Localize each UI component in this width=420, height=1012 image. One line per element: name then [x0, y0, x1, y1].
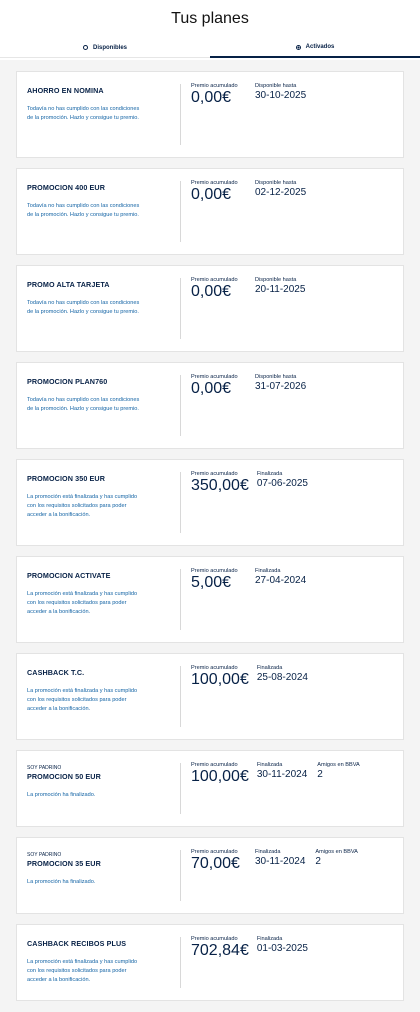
plan-name: CASHBACK RECIBOS PLUS — [27, 939, 127, 948]
plan-info — [17, 460, 180, 545]
date-column — [257, 762, 307, 826]
amount-value: 100,00€ — [191, 671, 249, 688]
amount-label: Premio acumulado — [191, 665, 238, 671]
plan-card[interactable] — [16, 71, 404, 158]
amount-value: 70,00€ — [191, 855, 240, 872]
page-title: Tus planes — [171, 10, 249, 27]
plan-description: Todavía no has cumplido con las condiciones de la promoción. Hazlo y consigue tu premio. — [27, 203, 140, 218]
amount-label: Premio acumulado — [191, 374, 238, 380]
date-label: Finalizada — [256, 471, 283, 477]
date-column — [255, 180, 306, 254]
date-label: Finalizada — [256, 762, 283, 768]
friends-value: 2 — [315, 856, 321, 867]
radio-empty-icon — [83, 45, 88, 50]
plan-description: La promoción está finalizada y has cumplido con los requisitos solicitados para poder acceder a la bonificación. — [27, 688, 138, 712]
plans-list — [0, 60, 420, 1001]
plan-description: Todavía no has cumplido con las condiciones de la promoción. Hazlo y consigue tu premio. — [27, 397, 140, 412]
date-value: 25-08-2024 — [256, 672, 308, 683]
header — [0, 0, 420, 60]
plan-info — [17, 363, 180, 448]
plan-info — [17, 557, 180, 642]
date-label: Finalizada — [256, 665, 283, 671]
plan-name: PROMOCION 50 EUR — [27, 772, 101, 781]
tab-disponibles[interactable] — [0, 38, 210, 58]
tab-label: Disponibles — [92, 44, 127, 51]
plan-description: La promoción está finalizada y has cumplido con los requisitos solicitados para poder acceder a la bonificación. — [27, 959, 138, 983]
tab-bar — [0, 38, 420, 58]
amount-label: Premio acumulado — [191, 568, 238, 574]
plan-superscript: SOY PADRINO — [27, 852, 62, 858]
friends-label: Amigos en BBVA — [315, 849, 358, 855]
tab-activados[interactable] — [210, 38, 420, 58]
date-label: Disponible hasta — [255, 277, 297, 283]
plan-card[interactable] — [16, 459, 404, 546]
plan-description: La promoción ha finalizado. — [27, 879, 96, 885]
amount-column — [191, 83, 247, 157]
date-label: Finalizada — [255, 568, 281, 574]
amount-value: 0,00€ — [191, 186, 232, 203]
date-value: 30-11-2024 — [255, 856, 306, 867]
plan-values — [181, 557, 403, 642]
plan-name: PROMOCION PLAN760 — [27, 377, 108, 386]
amount-column — [191, 665, 249, 739]
plan-values — [181, 838, 403, 913]
date-column — [255, 83, 306, 157]
amount-value: 0,00€ — [191, 283, 232, 300]
friends-column — [315, 849, 358, 913]
amount-column — [191, 568, 247, 642]
amount-value: 100,00€ — [191, 768, 249, 785]
date-label: Disponible hasta — [255, 83, 297, 89]
date-value: 30-10-2025 — [255, 90, 307, 101]
plan-info — [17, 925, 180, 1000]
plan-values — [181, 751, 403, 826]
plan-card[interactable] — [16, 837, 404, 914]
amount-label: Premio acumulado — [191, 849, 238, 855]
date-column — [255, 849, 305, 913]
plan-name: PROMO ALTA TARJETA — [27, 280, 110, 289]
plan-description: La promoción ha finalizado. — [27, 792, 96, 798]
plan-info — [17, 72, 180, 157]
date-value: 07-06-2025 — [256, 478, 308, 489]
plan-description: La promoción está finalizada y has cumplido con los requisitos solicitados para poder acceder a la bonificación. — [27, 494, 138, 518]
plan-card[interactable] — [16, 653, 404, 740]
amount-column — [191, 180, 247, 254]
date-value: 31-07-2026 — [255, 381, 307, 392]
amount-column — [191, 277, 247, 351]
date-value: 30-11-2024 — [256, 769, 308, 780]
plan-card[interactable] — [16, 750, 404, 827]
date-label: Finalizada — [255, 849, 281, 855]
plan-values — [181, 72, 403, 157]
radio-filled-icon — [296, 45, 301, 50]
plan-name: PROMOCION 35 EUR — [27, 859, 101, 868]
date-column — [255, 277, 305, 351]
plan-info — [17, 169, 180, 254]
amount-label: Premio acumulado — [191, 180, 238, 186]
amount-value: 5,00€ — [191, 574, 232, 591]
plan-name: PROMOCION ACTIVATE — [27, 571, 111, 580]
plan-info — [17, 654, 180, 739]
amount-column — [191, 936, 249, 1000]
plan-card[interactable] — [16, 168, 404, 255]
plan-description: Todavía no has cumplido con las condiciones de la promoción. Hazlo y consigue tu premio. — [27, 300, 140, 315]
amount-value: 350,00€ — [191, 477, 249, 494]
date-column — [257, 665, 308, 739]
date-label: Finalizada — [256, 936, 283, 942]
date-value: 02-12-2025 — [255, 187, 307, 198]
plan-description: Todavía no has cumplido con las condiciones de la promoción. Hazlo y consigue tu premio. — [27, 106, 140, 121]
friends-value: 2 — [317, 769, 323, 780]
plan-name: PROMOCION 350 EUR — [27, 474, 105, 483]
amount-label: Premio acumulado — [191, 83, 238, 89]
plan-values — [181, 363, 403, 448]
plan-name: CASHBACK T.C. — [27, 668, 85, 677]
plan-values — [181, 266, 403, 351]
date-value: 01-03-2025 — [256, 943, 308, 954]
plan-card[interactable] — [16, 556, 404, 643]
date-label: Disponible hasta — [255, 374, 297, 380]
friends-column — [317, 762, 360, 826]
amount-value: 0,00€ — [191, 89, 232, 106]
plan-card[interactable] — [16, 362, 404, 449]
date-column — [257, 471, 308, 545]
amount-value: 0,00€ — [191, 380, 232, 397]
friends-label: Amigos en BBVA — [317, 762, 360, 768]
plan-info — [17, 266, 180, 351]
amount-label: Premio acumulado — [191, 936, 238, 942]
plan-values — [181, 460, 403, 545]
amount-column — [191, 471, 249, 545]
amount-column — [191, 374, 247, 448]
plan-values — [181, 169, 403, 254]
date-column — [257, 936, 308, 1000]
plan-values — [181, 925, 403, 1000]
date-label: Disponible hasta — [255, 180, 297, 186]
date-column — [255, 568, 306, 642]
plan-description: La promoción está finalizada y has cumplido con los requisitos solicitados para poder acceder a la bonificación. — [27, 591, 138, 615]
tab-label: Activados — [305, 44, 335, 50]
date-value: 20-11-2025 — [255, 284, 306, 295]
plan-card[interactable] — [16, 265, 404, 352]
amount-label: Premio acumulado — [191, 762, 238, 768]
plan-name: PROMOCION 400 EUR — [27, 183, 105, 192]
amount-column — [191, 849, 247, 913]
plan-card[interactable] — [16, 924, 404, 1001]
plan-name: AHORRO EN NOMINA — [27, 86, 104, 95]
plan-superscript: SOY PADRINO — [27, 765, 62, 771]
plan-values — [181, 654, 403, 739]
amount-label: Premio acumulado — [191, 471, 238, 477]
plan-info — [17, 751, 180, 826]
plan-info — [17, 838, 180, 913]
amount-label: Premio acumulado — [191, 277, 238, 283]
amount-value: 702,84€ — [191, 942, 249, 959]
amount-column — [191, 762, 249, 826]
date-value: 27-04-2024 — [255, 575, 307, 586]
date-column — [255, 374, 306, 448]
